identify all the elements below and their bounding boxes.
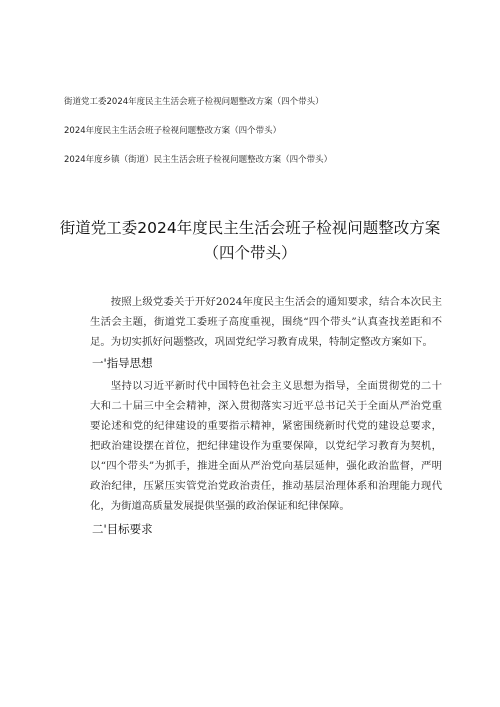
document-title bbox=[40, 216, 460, 266]
title-line-2: （四个带头） bbox=[203, 244, 297, 262]
document-body bbox=[90, 292, 442, 542]
toc-item[interactable]: 2024年度民主生活会班子检视问题整改方案（四个带头） bbox=[64, 126, 282, 136]
toc-item[interactable]: 街道党工委2024年度民主生活会班子检视问题整改方案（四个带头） bbox=[64, 97, 324, 107]
table-of-contents bbox=[64, 96, 464, 183]
intro-paragraph: 按照上级党委关于开好2024年度民主生活会的通知要求，结合本次民主生活会主题，街道党工委班子高度重视，围绕“四个带头”认真查找差距和不足。为切实抓好问题整改，巩固党纪学习教育成果，特制定整改方案如下。 bbox=[90, 296, 442, 348]
section-heading-1: 一'指导思想 bbox=[92, 356, 153, 370]
title-line-1: 街道党工委2024年度民主生活会班子检视问题整改方案 bbox=[59, 219, 441, 237]
toc-item[interactable]: 2024年度乡镇（街道）民主生活会班子检视问题整改方案（四个带头） bbox=[64, 155, 333, 165]
section-paragraph-1: 坚持以习近平新时代中国特色社会主义思想为指导，全面贯彻党的二十大和二十届三中全会精神，深入贯彻落实习近平总书记关于全面从严治党重要论述和党的纪律建设的重要指示精神，紧密围绕新时代党的建设总要求，把政治建设摆在首位，把纪律建设作为重要保障，以党纪学习教育为契机，以“四个带头”为抓手，推进全面从严治党向基层延伸，强化政治监督，严明政治纪律，压紧压实管党治党政治责任，推动基层治理体系和治理能力现代化，为街道高质量发展提供坚强的政治保证和纪律保障。 bbox=[90, 380, 442, 512]
section-heading-2: 二'目标要求 bbox=[92, 522, 153, 536]
